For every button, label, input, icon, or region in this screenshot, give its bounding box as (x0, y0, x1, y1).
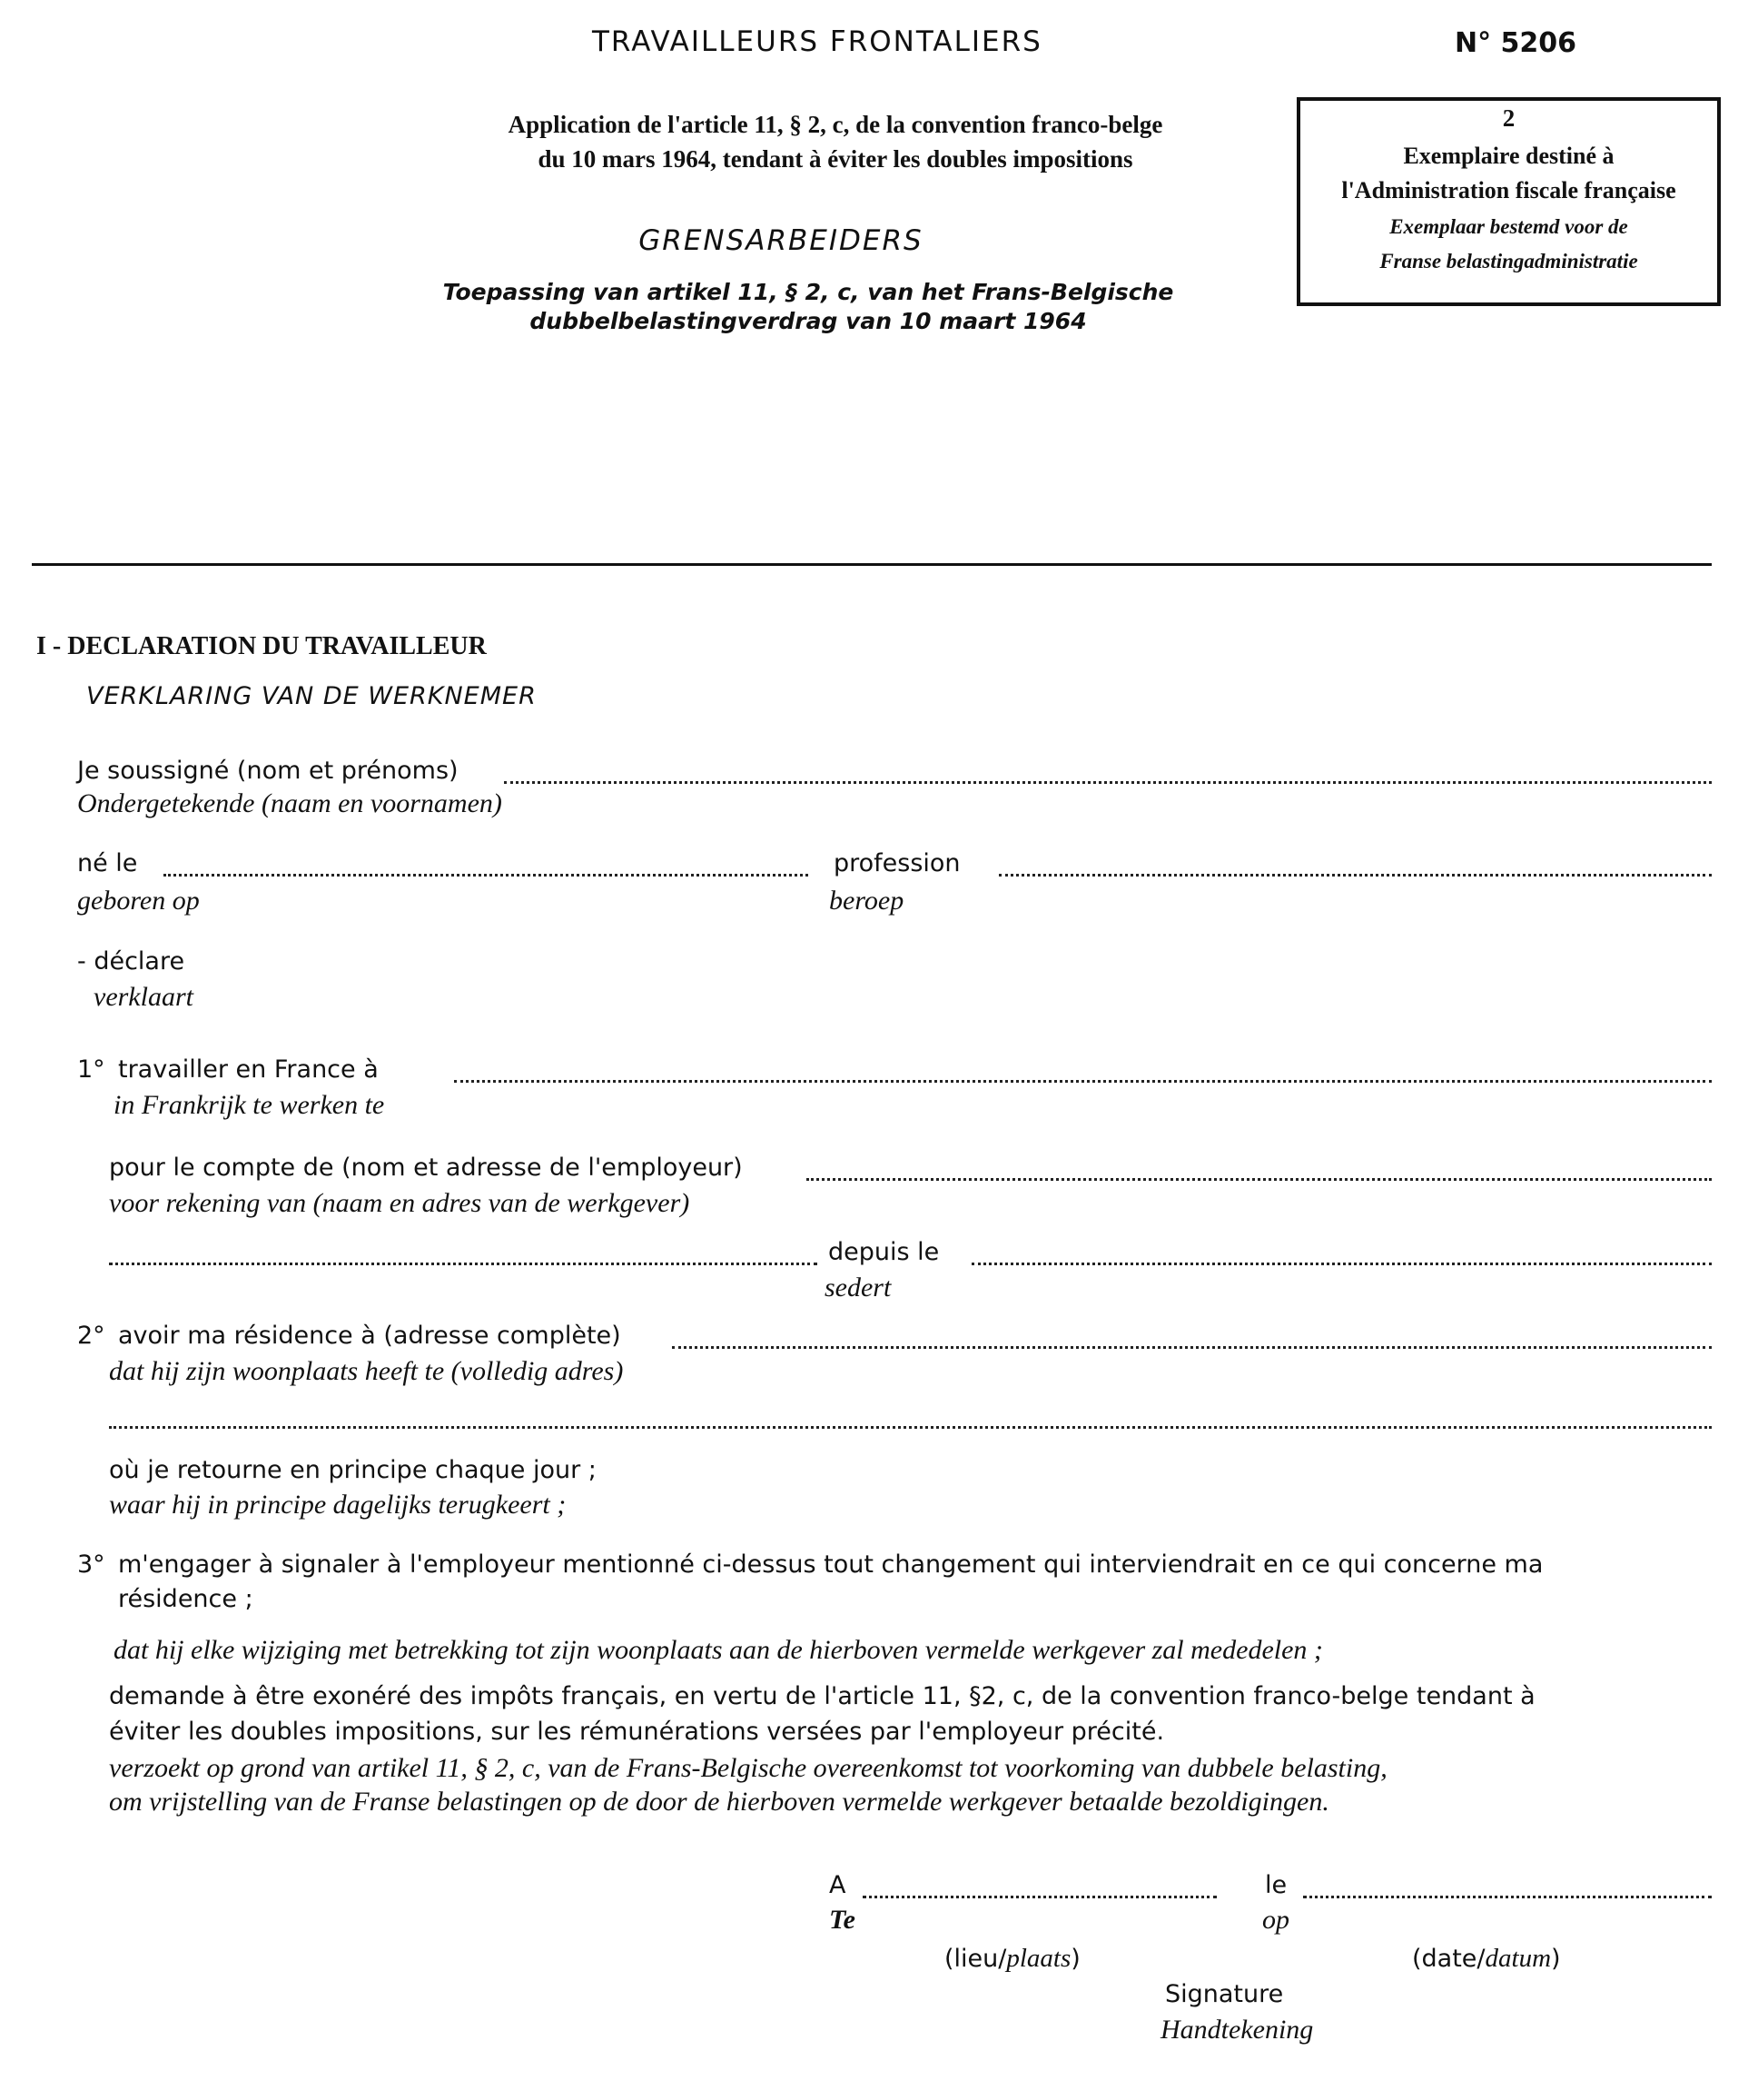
declares-label: - déclare (77, 947, 185, 976)
employer-line[interactable] (806, 1178, 1712, 1181)
since-label-nl: sedert (825, 1273, 892, 1303)
item3-number: 3° (77, 1550, 105, 1579)
residence-line-2[interactable] (109, 1426, 1712, 1429)
born-label: né le (77, 849, 138, 877)
subtitle-nl-line2: dubbelbelastingverdrag van 10 maart 1964 (529, 308, 1087, 334)
date-caption (1412, 1944, 1561, 1974)
return-label: où je retourne en principe chaque jour ; (109, 1456, 597, 1484)
place-caption-close: ) (1071, 1945, 1081, 1973)
item2-number: 2° (77, 1322, 105, 1350)
date-line[interactable] (1303, 1896, 1712, 1898)
employer-label-nl: voor rekening van (naam en adres van de werkgever) (109, 1188, 690, 1218)
on-label-nl: op (1262, 1905, 1289, 1935)
form-number: N° 5206 (1455, 27, 1577, 59)
signature-label: Signature (1165, 1980, 1284, 2008)
on-label: le (1265, 1871, 1288, 1899)
copy-fr-line2: l'Administration fiscale française (1341, 177, 1676, 203)
place-line[interactable] (863, 1896, 1217, 1898)
copy-number: 2 (1502, 104, 1516, 132)
copy-destination-box (1297, 97, 1721, 306)
profession-label-nl: beroep (829, 886, 904, 916)
date-caption-nl: datum (1485, 1944, 1552, 1973)
item2-label: avoir ma résidence à (adresse complète) (118, 1322, 621, 1350)
item3-line2: résidence ; (118, 1585, 253, 1613)
place-caption-fr: (lieu/ (944, 1945, 1007, 1973)
item1-label: travailler en France à (118, 1055, 379, 1084)
request-line1: demande à être exonéré des impôts français, en vertu de l'article 11, §2, c, de la convention franco-belge tendant à (109, 1682, 1536, 1710)
section-title-fr: I - DECLARATION DU TRAVAILLEUR (36, 632, 487, 660)
header-divider (32, 563, 1712, 566)
place-caption-nl: plaats (1006, 1944, 1072, 1973)
section-title-nl: VERKLARING VAN DE WERKNEMER (86, 682, 537, 710)
copy-nl-line2: Franse belastingadministratie (1379, 250, 1638, 272)
signature-label-nl: Handtekening (1160, 2015, 1314, 2045)
profession-label: profession (834, 849, 961, 877)
title-fr: TRAVAILLEURS FRONTALIERS (592, 25, 1042, 58)
since-line[interactable] (972, 1263, 1712, 1265)
request-line2: éviter les doubles impositions, sur les rémunérations versées par l'employeur précité. (109, 1718, 1165, 1746)
item1-number: 1° (77, 1055, 105, 1084)
undersigned-line[interactable] (504, 781, 1712, 784)
since-label: depuis le (828, 1238, 940, 1266)
copy-nl-line1: Exemplaar bestemd voor de (1389, 215, 1628, 238)
born-label-nl: geboren op (77, 886, 200, 916)
request-nl-line1: verzoekt op grond van artikel 11, § 2, c, van de Frans-Belgische overeenkomst tot voorkoming van dubbele belasting, (109, 1753, 1388, 1783)
request-nl-line2: om vrijstelling van de Franse belastingen op de door de hierboven vermelde werkgever betaalde bezoldigingen. (109, 1787, 1329, 1817)
employer-label: pour le compte de (nom et adresse de l'employeur) (109, 1154, 743, 1182)
item1-label-nl: in Frankrijk te werken te (114, 1090, 385, 1120)
title-nl: GRENSARBEIDERS (638, 224, 923, 257)
date-caption-fr: (date/ (1412, 1945, 1486, 1973)
return-label-nl: waar hij in principe dagelijks terugkeert ; (109, 1490, 567, 1520)
born-line[interactable] (163, 874, 808, 877)
copy-fr-line1: Exemplaire destiné à (1403, 143, 1615, 169)
subtitle-fr-line2: du 10 mars 1964, tendant à éviter les doubles impositions (538, 145, 1133, 173)
work-place-line[interactable] (454, 1080, 1712, 1083)
subtitle-fr-line1: Application de l'article 11, § 2, c, de la convention franco-belge (508, 111, 1163, 138)
subtitle-nl-line1: Toepassing van artikel 11, § 2, c, van het Frans-Belgische (442, 279, 1174, 305)
undersigned-label: Je soussigné (nom et prénoms) (77, 757, 459, 785)
date-caption-close: ) (1551, 1945, 1561, 1973)
declares-label-nl: verklaart (94, 982, 193, 1012)
undersigned-label-nl: Ondergetekende (naam en voornamen) (77, 788, 502, 818)
item3-label-nl: dat hij elke wijziging met betrekking tot zijn woonplaats aan de hierboven vermelde werkgever zal mededelen ; (114, 1635, 1323, 1665)
at-label-nl: Te (829, 1905, 855, 1935)
at-label: A (829, 1871, 846, 1899)
item3-line1: m'engager à signaler à l'employeur mentionné ci-dessus tout changement qui interviendrait en ce qui concerne ma (118, 1550, 1544, 1579)
residence-line[interactable] (672, 1346, 1712, 1349)
place-caption (944, 1944, 1081, 1974)
employer-line-2[interactable] (109, 1263, 817, 1265)
profession-line[interactable] (999, 874, 1712, 877)
item2-label-nl: dat hij zijn woonplaats heeft te (volledig adres) (109, 1356, 624, 1386)
